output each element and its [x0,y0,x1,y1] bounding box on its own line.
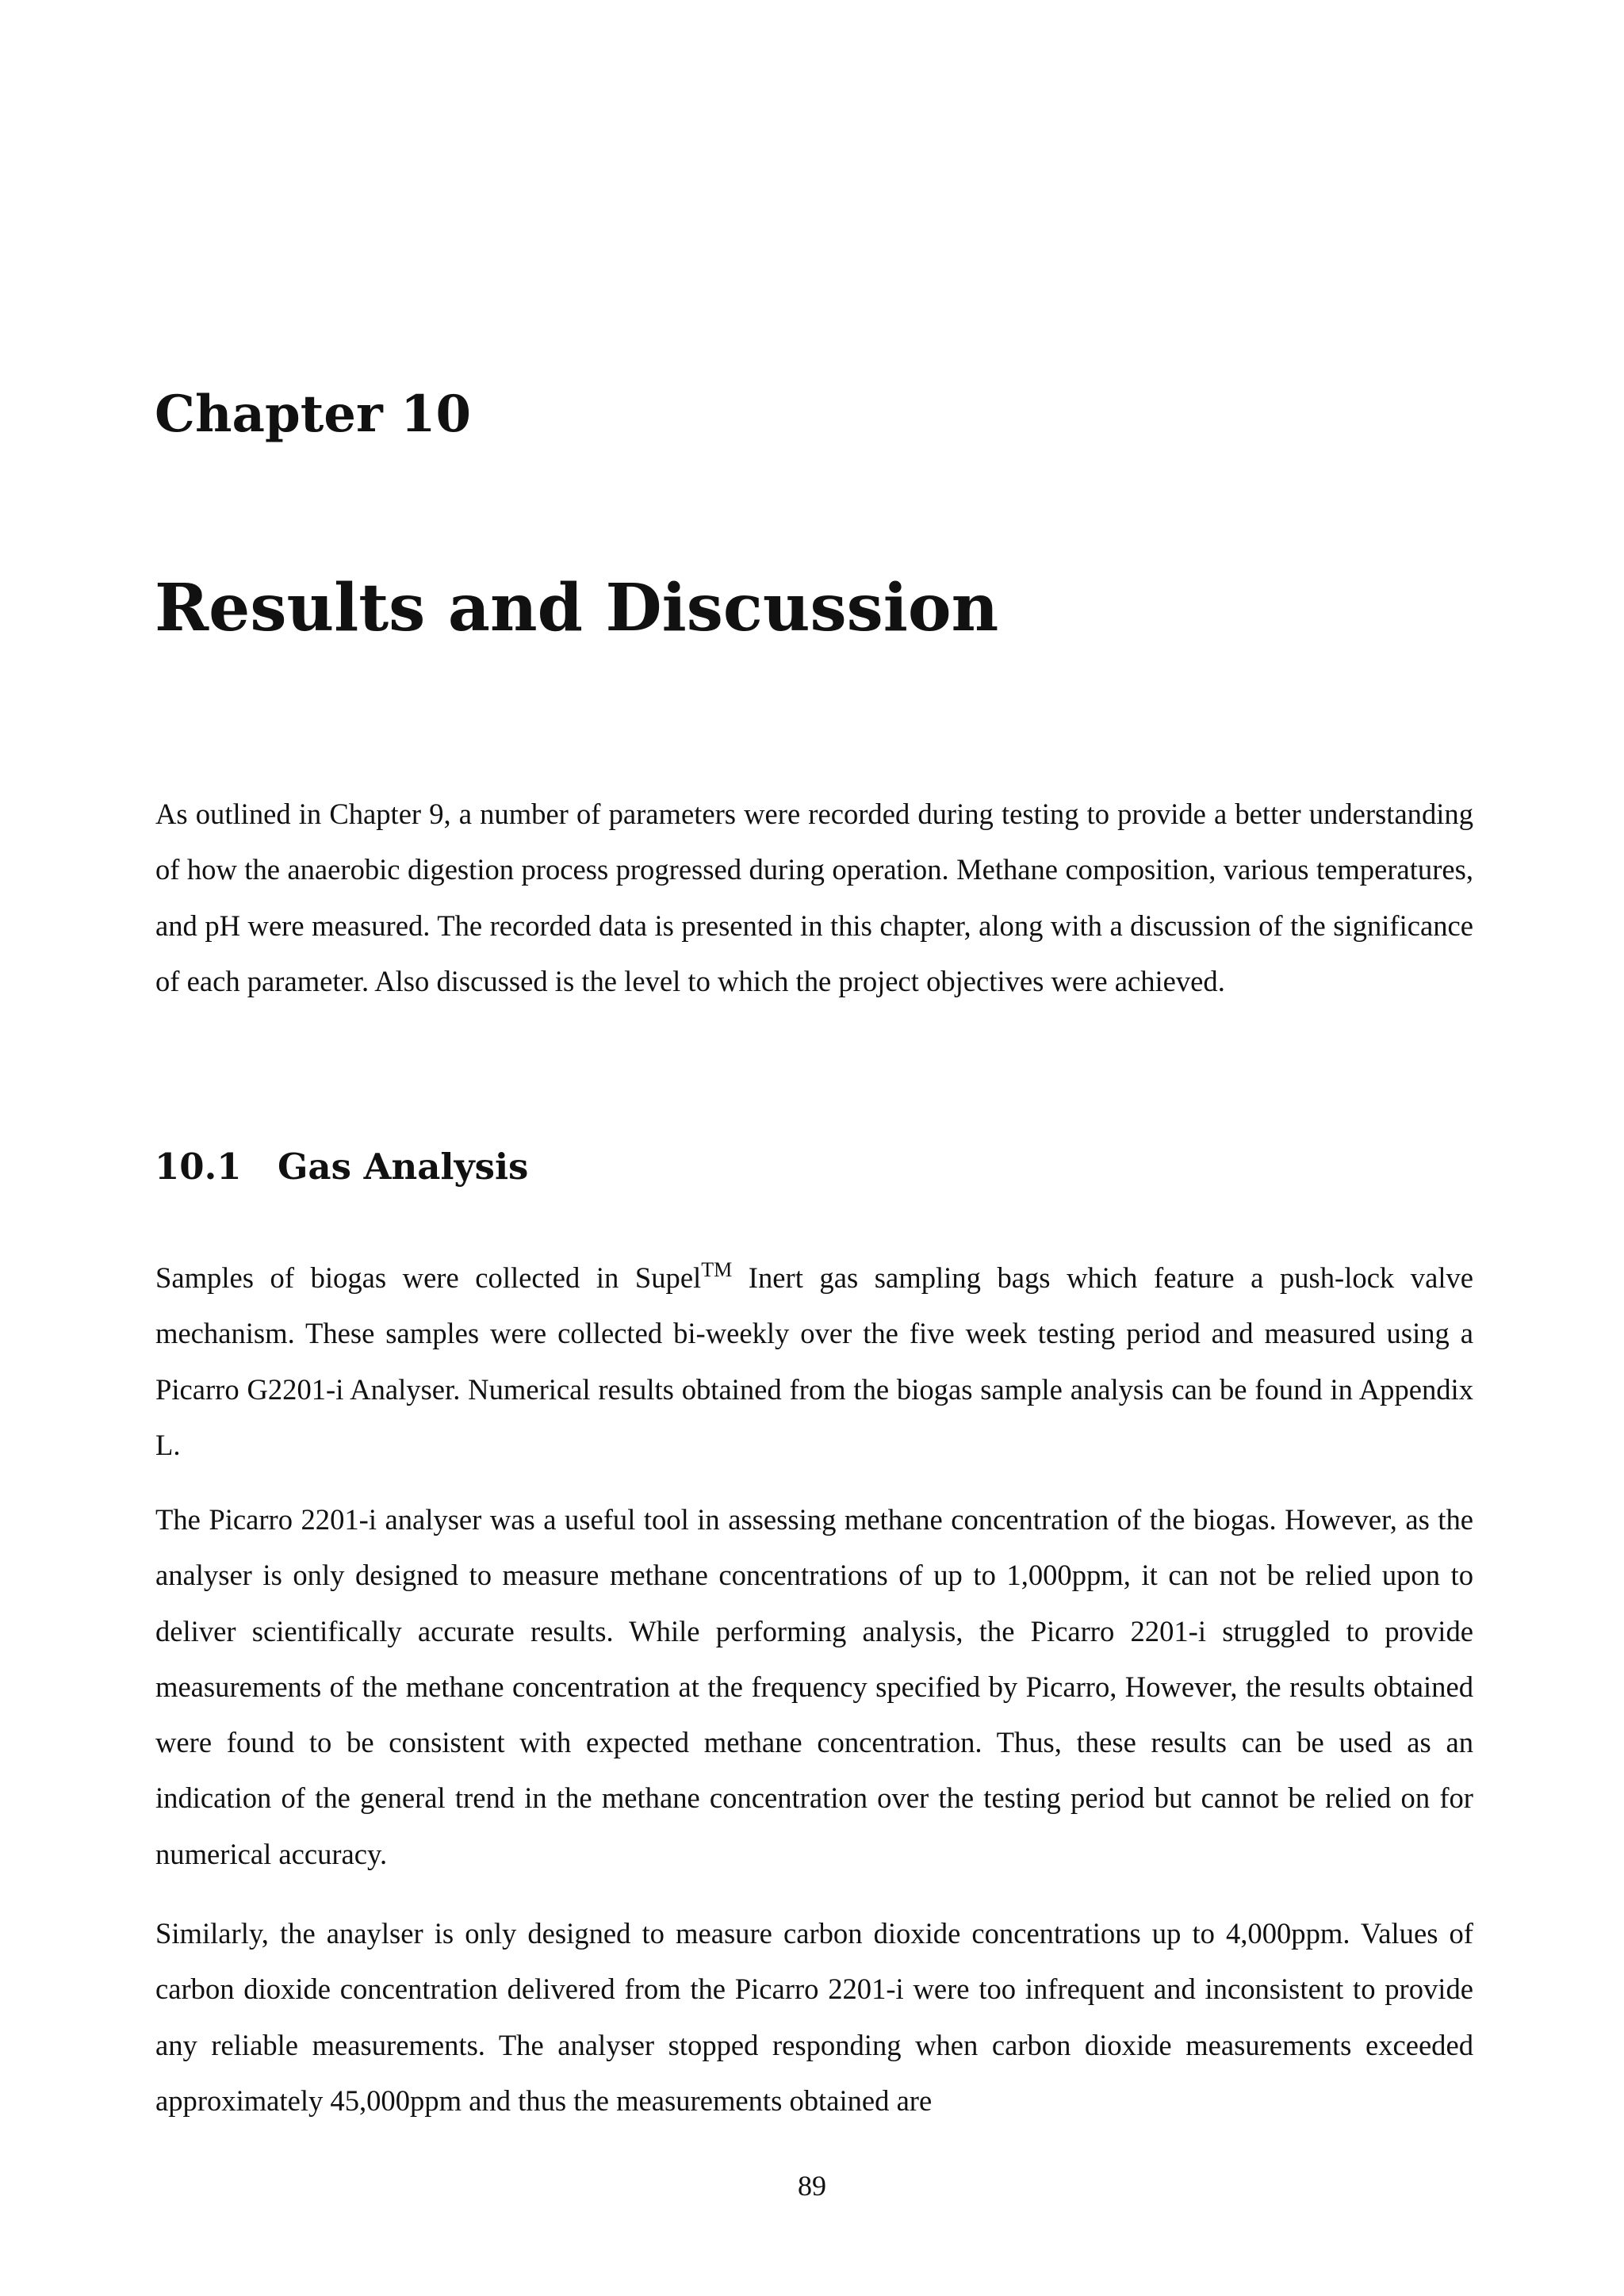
intro-paragraph: As outlined in Chapter 9, a number of parameters were recorded during testing to provide a better understanding of how the anaerobic digestion process progressed during operation. Methane composition, various temperatures, and pH were measured. The recorded data is presented in this chapter, along with a discussion of the significance of each parameter. Also discussed is the level to which the project objectives were achieved. [155,798,1473,997]
paragraph-1-text-end: Inert gas sampling bags which feature a push-lock valve mechanism. These samples were collected bi-weekly over the five week testing period and measured using a Picarro G2201-i Analyser. Numerical results obtained from the biogas sample analysis can be found in Appendix L. [155,1261,1474,1461]
section-heading [155,1146,528,1188]
chapter-title: Results and Discussion [155,570,999,646]
trademark-superscript: TM [701,1258,733,1281]
section-number: 10.1 [155,1146,242,1188]
section-title: Gas Analysis [278,1146,529,1188]
gas-analysis-paragraph-2: The Picarro 2201-i analyser was a useful tool in assessing methane concentration of the biogas. However, as the analyser is only designed to measure methane concentrations of up to 1,000ppm, it can not be relied upon to deliver scientifically accurate results. While performing analysis, the Picarro 2201-i struggled to provide measurements of the methane concentration at the frequency specified by Picarro, However, the results obtained were found to be consistent with expected methane concentration. Thus, these results can be used as an indication of the general trend in the methane concentration over the testing period but cannot be relied on for numerical accuracy. [155,1503,1473,1870]
page-number: 89 [798,2170,826,2202]
paragraph-1-text-start: Samples of biogas were collected in Supel [155,1261,702,1294]
chapter-label: Chapter 10 [155,385,472,444]
gas-analysis-paragraph-1 [155,1250,1473,1473]
gas-analysis-paragraph-3: Similarly, the anaylser is only designed to measure carbon dioxide concentrations up to 4,000ppm. Values of carbon dioxide concentration delivered from the Picarro 2201-i were too infrequent and inconsistent to provide any reliable measurements. The analyser stopped responding when carbon dioxide measurements exceeded approximately 45,000ppm and thus the measurements obtained are [155,1917,1473,2117]
